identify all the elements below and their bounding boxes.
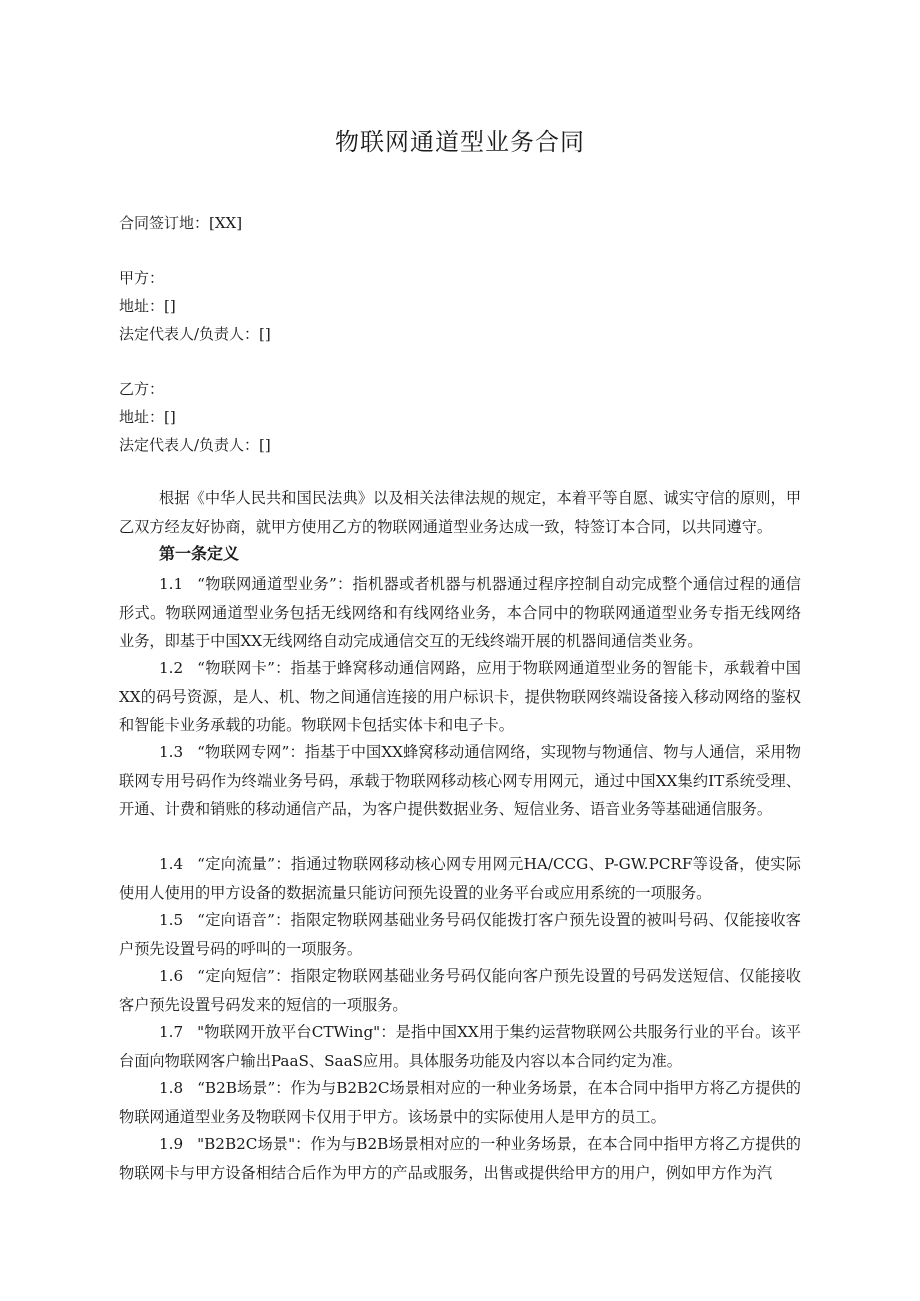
article-1-heading: 第一条定义: [159, 544, 240, 563]
party-a-label: 甲方：: [119, 269, 165, 287]
party-b-label: 乙方：: [119, 380, 165, 398]
clause-1-5: [119, 906, 801, 963]
party-b-representative: 法定代表人/负责人：[]: [119, 436, 271, 454]
party-b-address: 地址：[]: [119, 408, 176, 426]
clause-text: “物联网通道型业务”：指机器或者机器与机器通过程序控制自动完成整个通信过程的通信形式。物联网通道型业务包括无线网络和有线网络业务，本合同中的物联网通道型业务专指无线网络业务，即基于中国XX无线网络自动完成通信交互的无线终端开展的机器间通信类业务。: [119, 575, 801, 651]
party-a-representative: 法定代表人/负责人：[]: [119, 325, 271, 343]
clause-1-3: [119, 738, 801, 824]
clause-text: "物联网开放平台CTWing"：是指中国XX用于集约运营物联网公共服务行业的平台。该平台面向物联网客户输出PaaS、SaaS应用。具体服务功能及内容以本合同约定为准。: [119, 1023, 801, 1070]
clause-text: “定向语音”：指限定物联网基础业务号码仅能拨打客户预先设置的被叫号码、仅能接收客户预先设置号码的呼叫的一项服务。: [119, 911, 801, 958]
clause-number: 1.8: [159, 1079, 184, 1097]
clause-number: 1.4: [159, 855, 184, 873]
clause-text: “B2B场景”：作为与B2B2C场景相对应的一种业务场景，在本合同中指甲方将乙方提供的物联网通道型业务及物联网卡仅用于甲方。该场景中的实际使用人是甲方的员工。: [119, 1079, 801, 1126]
clause-1-7: [119, 1018, 801, 1075]
sign-place: 合同签订地：[XX]: [119, 214, 243, 232]
clause-1-4: [119, 850, 801, 907]
clause-number: 1.2: [159, 659, 184, 677]
clause-1-2: [119, 654, 801, 740]
document-title: 物联网通道型业务合同: [335, 128, 585, 156]
clause-text: “定向短信”：指限定物联网基础业务号码仅能向客户预先设置的号码发送短信、仅能接收客户预先设置号码发来的短信的一项服务。: [119, 967, 801, 1014]
clause-1-6: [119, 962, 801, 1019]
clause-number: 1.9: [159, 1135, 184, 1153]
clause-number: 1.7: [159, 1023, 184, 1041]
clause-number: 1.1: [159, 575, 184, 593]
party-a-address: 地址：[]: [119, 297, 176, 315]
clause-text: “物联网专网”：指基于中国XX蜂窝移动通信网络，实现物与物通信、物与人通信，采用物联网专用号码作为终端业务号码，承载于物联网移动核心网专用网元，通过中国XX集约IT系统受理、开通、计费和销账的移动通信产品，为客户提供数据业务、短信业务、语音业务等基础通信服务。: [119, 743, 801, 819]
clause-1-1: [119, 570, 801, 656]
clause-number: 1.3: [159, 743, 184, 761]
clause-number: 1.5: [159, 911, 184, 929]
clause-number: 1.6: [159, 967, 184, 985]
clause-1-8: [119, 1074, 801, 1131]
clause-text: "B2B2C场景"：作为与B2B场景相对应的一种业务场景，在本合同中指甲方将乙方提供的物联网卡与甲方设备相结合后作为甲方的产品或服务，出售或提供给甲方的用户，例如甲方作为汽: [119, 1135, 801, 1182]
clause-text: “物联网卡”：指基于蜂窝移动通信网路，应用于物联网通道型业务的智能卡，承载着中国XX的码号资源，是人、机、物之间通信连接的用户标识卡，提供物联网终端设备接入移动网络的鉴权和智能卡业务承载的功能。物联网卡包括实体卡和电子卡。: [119, 659, 801, 735]
clause-text: “定向流量”：指通过物联网移动核心网专用网元HA/CCG、P-GW.PCRF等设备，使实际使用人使用的甲方设备的数据流量只能访问预先设置的业务平台或应用系统的一项服务。: [119, 855, 801, 902]
preamble-paragraph: 根据《中华人民共和国民法典》以及相关法律法规的规定，本着平等自愿、诚实守信的原则，甲乙双方经友好协商，就甲方使用乙方的物联网通道型业务达成一致，特签订本合同，以共同遵守。: [119, 489, 801, 536]
clause-1-9: [119, 1130, 801, 1187]
